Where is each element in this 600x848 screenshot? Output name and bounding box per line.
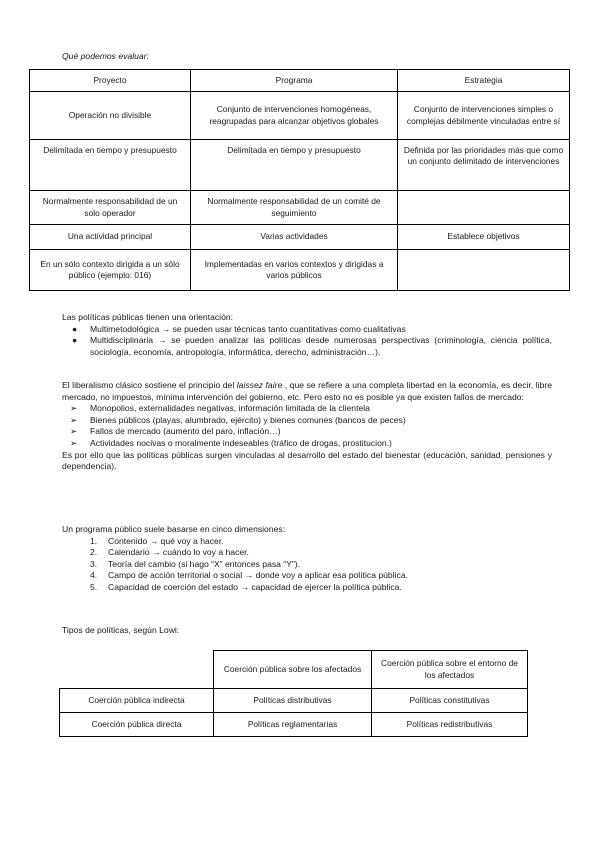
arrow-bullet-icon: ➢	[70, 414, 78, 425]
table-cell: Operación no divisible	[30, 92, 191, 140]
table-row	[30, 250, 570, 291]
lowi-table	[59, 650, 528, 737]
list-item	[62, 426, 552, 438]
list-number: 2.	[90, 547, 98, 558]
table-cell: Políticas distributivas	[214, 689, 372, 713]
table-cell-empty	[398, 250, 570, 291]
liberalismo-paragraph	[62, 380, 552, 403]
list-item-text: Teoría del cambio (si hago “X” entonces pasa “Y”).	[108, 558, 301, 569]
table-cell: Políticas reglamentarias	[214, 713, 372, 737]
bullet-icon: ●	[72, 323, 78, 334]
table-cell: Una actividad principal	[30, 225, 191, 250]
arrow-bullet-icon: ➢	[70, 403, 78, 414]
list-item-text: Contenido → qué voy a hacer.	[108, 535, 224, 546]
list-item	[62, 536, 552, 548]
table-cell: Políticas redistributivas	[372, 713, 528, 737]
table-row	[30, 92, 570, 140]
lowi-intro: Tipos de políticas, según Lowi:	[62, 625, 180, 635]
header-estrategia: Estrategia	[398, 70, 570, 92]
table-header-row	[60, 651, 528, 689]
programa-section	[62, 524, 552, 594]
section-intro: Qué podemos evaluar:	[62, 51, 149, 61]
table-cell: Políticas constitutivas	[372, 689, 528, 713]
list-number: 3.	[90, 558, 98, 569]
list-item-text: Capacidad de coerción del estado → capacidad de ejercer la política pública.	[108, 581, 402, 592]
row-label: Coerción pública indirecta	[60, 689, 214, 713]
header-cell: Coerción pública sobre los afectados	[214, 651, 372, 689]
list-number: 5.	[90, 581, 98, 592]
table-cell: Normalmente responsabilidad de un comité de seguimiento	[191, 191, 398, 225]
list-item	[62, 415, 552, 427]
list-item-text: Actividades nocivas o moralmente indeseables (tráfico de drogas, prostitucion.)	[90, 437, 392, 448]
programa-intro: Un programa público suele basarse en cinco dimensiones:	[62, 524, 286, 534]
text-run: El liberalismo clásico sostiene el principio del	[62, 380, 237, 390]
politicas-section	[62, 312, 552, 358]
arrow-bullet-icon: ➢	[70, 437, 78, 448]
table-cell: En un sólo contexto dirigida a un sólo público (ejemplo: 016)	[30, 250, 191, 291]
list-number: 4.	[90, 570, 98, 581]
list-item	[62, 570, 552, 582]
liberalismo-section	[62, 380, 552, 473]
list-number: 1.	[90, 535, 98, 546]
list-item-text: Campo de acción territorial o social → donde voy a aplicar esa política pública.	[108, 570, 408, 581]
table-corner-empty	[60, 651, 214, 689]
text-run: , que se refiere a una completa libertad en la economía, es decir, libre mercado, no impuestos, mínima intervención del gobierno, etc. Pero esto no es posible ya que existen fallos de mercado:	[62, 380, 552, 402]
table-cell: Conjunto de intervenciones simples o complejas débilmente vinculadas entre sí	[398, 92, 570, 140]
table-header-row	[30, 70, 570, 92]
politicas-intro: Las políticas públicas tienen una orientación:	[62, 312, 234, 322]
table-cell: Definida por las prioridades más que como un conjunto delimitado de intervenciones	[398, 140, 570, 191]
table-cell: Implementadas en varios contextos y dirigidas a varios públicos	[191, 250, 398, 291]
table-cell: Varias actividades	[191, 225, 398, 250]
list-item	[62, 547, 552, 559]
table-row	[30, 225, 570, 250]
fallos-list	[62, 403, 552, 449]
evaluation-table	[29, 69, 570, 291]
list-item	[62, 559, 552, 571]
row-label: Coerción pública directa	[60, 713, 214, 737]
table-cell: Establece objetivos	[398, 225, 570, 250]
table-row	[30, 140, 570, 191]
dimensiones-list	[62, 536, 552, 594]
list-item	[62, 582, 552, 594]
list-item-text: Bienes públicos (playas, alumbrado, ejército) y bienes comunes (bancos de peces)	[90, 414, 406, 425]
table-cell: Delimitada en tiempo y presupuesto	[191, 140, 398, 191]
politicas-list	[62, 324, 552, 359]
list-item-text: Monopolios, externalidades negativas, información limitada de la clientela	[90, 403, 370, 414]
header-cell: Coerción pública sobre el entorno de los afectados	[372, 651, 528, 689]
arrow-bullet-icon: ➢	[70, 426, 78, 437]
header-proyecto: Proyecto	[30, 70, 191, 92]
table-cell: Delimitada en tiempo y presupuesto	[30, 140, 191, 191]
conclusion-paragraph: Es por ello que las políticas públicas surgen vinculadas al desarrollo del estado del bienestar (educación, sanidad, pensiones y dependencia).	[62, 449, 552, 472]
list-item-text: Fallos de mercado (aumento del paro, inflación…)	[90, 426, 281, 437]
bullet-icon: ●	[72, 335, 78, 346]
table-cell: Conjunto de intervenciones homogéneas, reagrupadas para alcanzar objetivos globales	[191, 92, 398, 140]
list-item	[62, 438, 552, 450]
table-cell-empty	[398, 191, 570, 225]
table-row	[60, 713, 528, 737]
header-programa: Programa	[191, 70, 398, 92]
table-row	[60, 689, 528, 713]
list-item	[62, 403, 552, 415]
list-item	[62, 335, 552, 358]
table-row	[30, 191, 570, 225]
table-cell: Normalmente responsabilidad de un solo operador	[30, 191, 191, 225]
list-item-text: Multimetodológica → se pueden usar técnicas tanto cuantitativas como cualitativas	[90, 323, 406, 334]
list-item	[62, 324, 552, 336]
italic-term: laissez faire	[236, 380, 283, 390]
list-item-text: Multidisciplinaria → se pueden analizar las políticas desde numerosas perspectivas (criminología, ciencia política, sociología, economía, antropología, informática, derecho, administración…).	[90, 335, 552, 357]
list-item-text: Calendario → cuándo lo voy a hacer.	[108, 547, 249, 558]
